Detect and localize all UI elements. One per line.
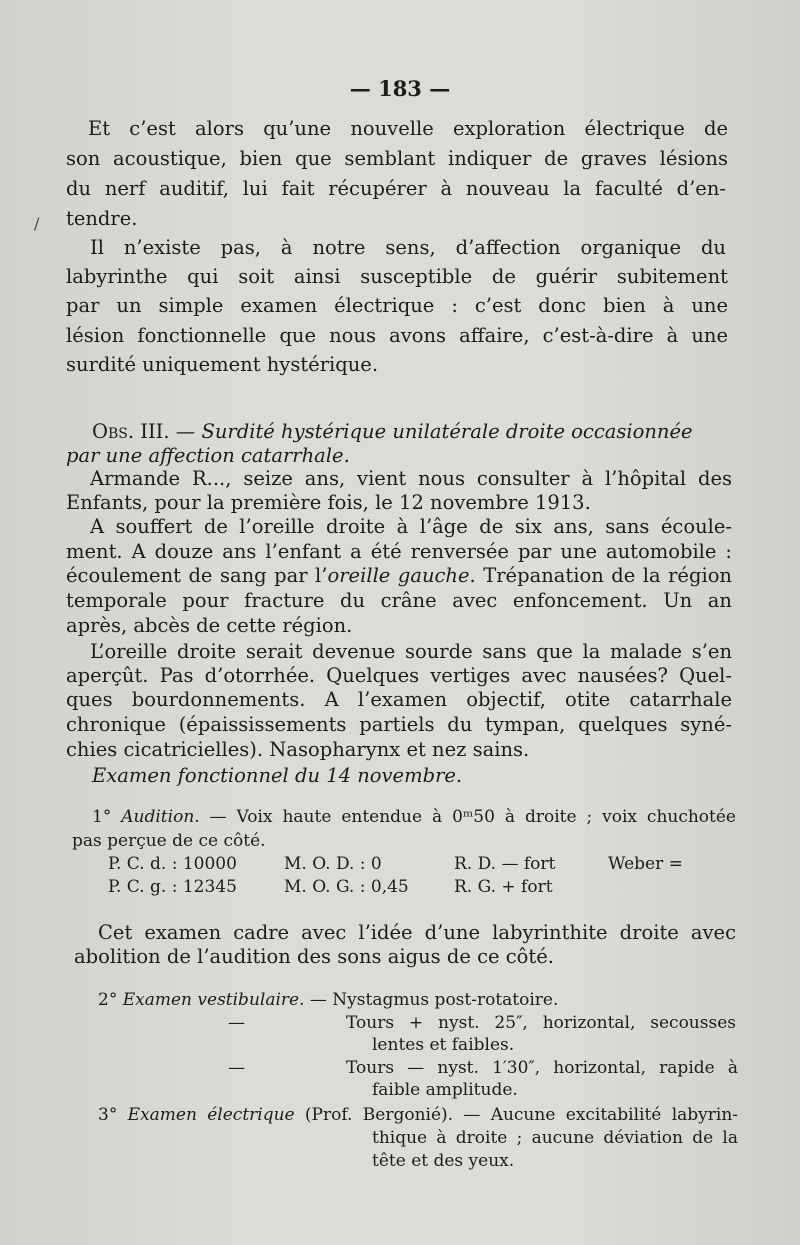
- case-line-5: [66, 564, 732, 588]
- observation-dash: —: [169, 420, 202, 443]
- case-line-6: temporale pour fracture du crâne avec enfoncement. Un an: [66, 589, 732, 612]
- para1-line-2: son acoustique, bien que semblant indiquer de graves lésions: [66, 147, 728, 170]
- rd-value: R. D. — fort: [454, 854, 556, 874]
- case-line-12: chies cicatricielles). Nasopharynx et nez sains.: [66, 738, 530, 761]
- case-line-3: A souffert de l’oreille droite à l’âge de six ans, sans écoule-: [90, 515, 732, 538]
- vestibular-line-1: [98, 989, 558, 1011]
- vestibular-line-2b: lentes et faibles.: [372, 1035, 515, 1055]
- para2-line-1: Il n’existe pas, à notre sens, d’affection organique du: [90, 236, 726, 259]
- electrical-line-3: tête et des yeux.: [372, 1151, 515, 1171]
- case-line-9: aperçût. Pas d’otorrhée. Quelques vertiges avec nausées? Quel-: [66, 664, 732, 687]
- mod-value: M. O. D. : 0: [284, 854, 382, 874]
- case-line-5a: écoulement de sang par l’: [66, 564, 328, 587]
- para1-line-1: Et c’est alors qu’une nouvelle exploration électrique de: [88, 117, 728, 140]
- observation-title: Surdité hystérique unilatérale droite occasionnée: [201, 420, 693, 443]
- observation-title-2: par une affection catarrhale.: [66, 444, 350, 467]
- audition-number: 1°: [92, 807, 112, 827]
- observation-heading: [92, 420, 732, 444]
- case-line-2: Enfants, pour la première fois, le 12 novembre 1913.: [66, 491, 591, 514]
- margin-mark: /: [34, 214, 40, 233]
- audition-line-1: [92, 806, 736, 828]
- para2-line-2: labyrinthe qui soit ainsi susceptible de guérir subitement: [66, 265, 728, 288]
- exam-heading: Examen fonctionnel du 14 novembre.: [92, 764, 463, 787]
- vestibular-dash-2: —: [228, 1013, 245, 1033]
- case-line-11: chronique (épaississements partiels du tympan, quelques syné-: [66, 713, 732, 736]
- pcd-value: P. C. d. : 10000: [108, 854, 237, 874]
- mog-value: M. O. G. : 0,45: [284, 877, 409, 897]
- electrical-text-1: (Prof. Bergonié). — Aucune excitabilité labyrin-: [294, 1105, 739, 1125]
- vestibular-line-3: Tours — nyst. 1′30″, horizontal, rapide à: [346, 1058, 738, 1078]
- vestibular-line-3b: faible amplitude.: [372, 1080, 518, 1100]
- audition-label: Audition.: [121, 807, 200, 827]
- audition-line-2: pas perçue de ce côté.: [72, 831, 266, 851]
- vestibular-number: 2°: [98, 990, 118, 1010]
- case-line-5-italic: oreille gauche: [327, 564, 470, 587]
- vestibular-label: Examen vestibulaire.: [122, 990, 305, 1010]
- case-line-1: Armande R..., seize ans, vient nous consulter à l’hôpital des: [90, 467, 732, 490]
- case-line-4: ment. A douze ans l’enfant a été renversée par une automobile :: [66, 540, 732, 563]
- observation-label: Obs. III.: [92, 420, 170, 443]
- vestibular-dash-3: —: [228, 1058, 245, 1078]
- vestibular-text-1: — Nystagmus post-rotatoire.: [309, 990, 559, 1010]
- para2-line-3: par un simple examen électrique : c’est donc bien à une: [66, 294, 728, 317]
- para2-line-4: lésion fonctionnelle que nous avons affaire, c’est-à-dire à une: [66, 324, 728, 347]
- electrical-line-2: thique à droite ; aucune déviation de la: [372, 1128, 738, 1148]
- weber-value: Weber =: [608, 854, 683, 874]
- page-number: — 183 —: [349, 76, 451, 101]
- vestibular-line-2: Tours + nyst. 25″, horizontal, secousses: [346, 1013, 736, 1033]
- electrical-line-1: [98, 1104, 738, 1126]
- electrical-number: 3°: [98, 1105, 118, 1125]
- audition-text: — Voix haute entendue à 0ᵐ50 à droite ; voix chuchotée: [199, 807, 736, 827]
- case-line-8: L’oreille droite serait devenue sourde sans que la malade s’en: [90, 640, 732, 663]
- case-line-7: après, abcès de cette région.: [66, 614, 353, 637]
- para2-line-5: surdité uniquement hystérique.: [66, 353, 379, 376]
- para3-line-2: abolition de l’audition des sons aigus de ce côté.: [74, 945, 554, 968]
- electrical-label: Examen électrique: [127, 1105, 295, 1125]
- pcg-value: P. C. g. : 12345: [108, 877, 237, 897]
- para1-line-3: du nerf auditif, lui fait récupérer à nouveau la faculté d’en-: [66, 177, 726, 200]
- para3-line-1: Cet examen cadre avec l’idée d’une labyrinthite droite avec: [98, 921, 736, 944]
- case-line-5c: . Trépanation de la région: [469, 564, 732, 587]
- case-line-10: ques bourdonnements. A l’examen objectif, otite catarrhale: [66, 688, 732, 711]
- rg-value: R. G. + fort: [454, 877, 553, 897]
- para1-line-4: tendre.: [66, 207, 138, 230]
